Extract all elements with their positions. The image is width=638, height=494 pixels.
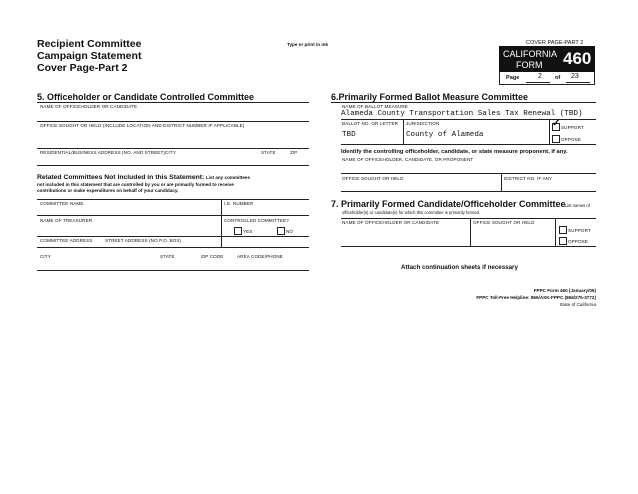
s6-oppose-label: OPPOSE bbox=[561, 137, 582, 142]
zip2-label: ZIP CODE bbox=[201, 254, 224, 259]
footer bbox=[440, 287, 596, 308]
related-title: Related Committees Not Included in this Statement: bbox=[37, 174, 205, 181]
of-label: of bbox=[555, 75, 561, 81]
related-committees-block bbox=[37, 174, 317, 194]
phone-label: AREA CODE/PHONE bbox=[237, 254, 283, 259]
state2-label: STATE bbox=[160, 254, 175, 259]
title-line-1: Recipient Committee bbox=[37, 38, 142, 50]
committee-name-label: COMMITTEE NAME bbox=[40, 201, 84, 206]
s7-support-checkbox[interactable] bbox=[559, 226, 567, 234]
page-label: Page bbox=[506, 75, 520, 81]
continuation-note: Attach continuation sheets if necessary bbox=[401, 264, 518, 271]
s5-address-label: RESIDENTIAL/BUSINESS ADDRESS (NO. AND STREET) bbox=[40, 150, 165, 155]
s7-oppose-checkbox[interactable] bbox=[559, 237, 567, 245]
s6-measure-label: NAME OF BALLOT MEASURE bbox=[342, 104, 408, 109]
s6-ballot-no-label: BALLOT NO. OR LETTER bbox=[342, 121, 399, 126]
s6-proponent-label: NAME OF OFFICEHOLDER, CANDIDATE, OR PROPONENT bbox=[342, 157, 474, 162]
committee-address-label: COMMITTEE ADDRESS bbox=[40, 238, 93, 243]
yes-label: YES bbox=[243, 229, 253, 234]
s6-office-label: OFFICE SOUGHT OR HELD bbox=[342, 176, 404, 181]
s6-jurisdiction-label: JURISDICTION bbox=[406, 121, 440, 126]
s6-identify-text: Identify the controlling officeholder, candidate, or state measure proponent, if any. bbox=[341, 149, 568, 155]
footer-helpline: FPPC Toll-Free Helpline: 866/ASK-FPPC (866/275-3772) bbox=[476, 295, 596, 300]
form-460-badge bbox=[499, 46, 595, 72]
s5-zip-label: ZIP bbox=[290, 150, 298, 155]
s7-name-label: NAME OF OFFICEHOLDER OR CANDIDATE bbox=[342, 220, 440, 225]
badge-number: 460 bbox=[563, 49, 592, 68]
s7-oppose-label: OPPOSE bbox=[568, 239, 589, 244]
total-pages[interactable]: 23 bbox=[571, 73, 579, 80]
related-note-1: List any committees bbox=[205, 175, 251, 180]
footer-form-line: FPPC Form 460 (January/05) bbox=[533, 288, 596, 293]
footer-state-line: State of California bbox=[559, 302, 596, 307]
badge-state: CALIFORNIA bbox=[503, 49, 558, 59]
s5-name-label: NAME OF OFFICEHOLDER OR CANDIDATE bbox=[40, 104, 138, 109]
s6-measure-value[interactable]: Alameda County Transportation Sales Tax Renewal (TBD) bbox=[341, 110, 583, 118]
title-line-2: Campaign Statement bbox=[37, 50, 142, 62]
controlled-label: CONTROLLED COMMITTEE? bbox=[224, 218, 289, 223]
type-or-print-note: Type or print in ink bbox=[287, 42, 329, 47]
street-label: STREET ADDRESS (NO P.O. BOX) bbox=[105, 238, 182, 243]
related-note-3: contributions or make expenditures on behalf of your candidacy. bbox=[37, 188, 179, 193]
s7-support-label: SUPPORT bbox=[568, 228, 591, 233]
s6-district-label: DISTRICT NO. IF ANY bbox=[504, 176, 553, 181]
section-6-title: 6.Primarily Formed Ballot Measure Committee bbox=[331, 92, 529, 102]
page-number[interactable]: 2 bbox=[538, 73, 542, 80]
s6-support-label: SUPPORT bbox=[561, 125, 584, 130]
s5-city-label: CITY bbox=[165, 150, 176, 155]
controlled-no-checkbox[interactable] bbox=[277, 227, 285, 235]
s6-support-check-mark: ✓ bbox=[552, 118, 561, 129]
s6-ballot-no-value[interactable]: TBD bbox=[342, 131, 356, 139]
s5-state-label: STATE bbox=[261, 150, 276, 155]
s6-jurisdiction-value[interactable]: County of Alameda bbox=[406, 131, 484, 139]
s7-note-2: officeholder(s) or candidate(s) for which this committee is primarily formed. bbox=[342, 210, 481, 215]
s7-list-note: List names of bbox=[565, 203, 590, 208]
section-5-title: 5. Officeholder or Candidate Controlled Committee bbox=[37, 92, 255, 102]
cover-page-label: COVER PAGE-PART 2 bbox=[526, 40, 584, 46]
city2-label: CITY bbox=[40, 254, 51, 259]
form-title bbox=[37, 38, 141, 74]
title-line-3: Cover Page-Part 2 bbox=[37, 62, 128, 74]
section-7-title: 7. Primarily Formed Candidate/Officeholder Committee bbox=[331, 199, 566, 209]
treasurer-label: NAME OF TREASURER bbox=[40, 218, 93, 223]
s5-office-label: OFFICE SOUGHT OR HELD (INCLUDE LOCATION AND DISTRICT NUMBER IF APPLICABLE) bbox=[40, 123, 245, 128]
s6-oppose-checkbox[interactable] bbox=[552, 135, 560, 143]
s7-office-label: OFFICE SOUGHT OR HELD bbox=[473, 220, 535, 225]
no-label: NO bbox=[286, 229, 294, 234]
badge-form: FORM bbox=[516, 60, 543, 70]
id-number-label: I.D. NUMBER bbox=[224, 201, 254, 206]
controlled-yes-checkbox[interactable] bbox=[234, 227, 242, 235]
related-note-2: not included in this statement that are controlled by you or are primarily formed to receive bbox=[37, 182, 234, 187]
